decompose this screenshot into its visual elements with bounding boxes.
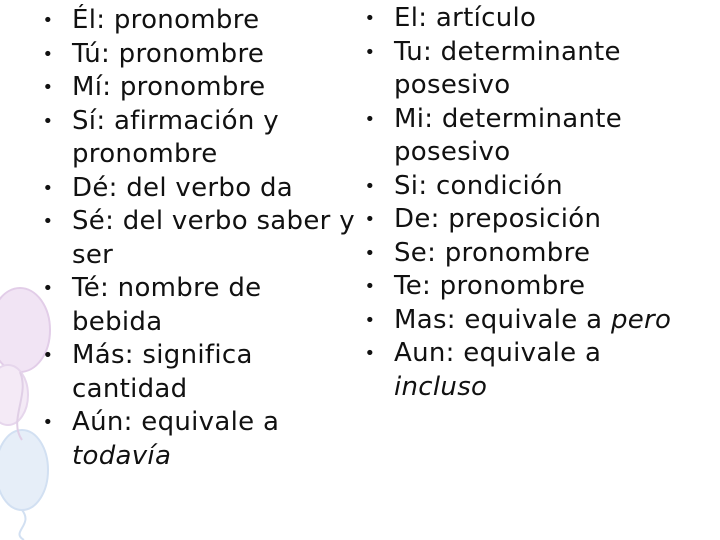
bullet-icon: • <box>42 345 54 366</box>
left-column-list <box>40 4 360 473</box>
left-list-item <box>40 4 360 38</box>
bullet-icon: • <box>42 110 54 132</box>
bullet-icon: • <box>364 108 376 130</box>
right-column-list <box>362 2 702 404</box>
right-item-text: Te: pronombre <box>394 271 586 301</box>
right-list-item <box>362 103 702 170</box>
balloon-string <box>19 510 25 540</box>
right-item-text: Tu: determinante posesivo <box>394 36 621 100</box>
bullet-icon: • <box>42 77 54 98</box>
left-list-item <box>40 105 360 172</box>
left-list-item <box>40 406 360 473</box>
bullet-icon: • <box>364 309 376 331</box>
right-item-italic-word: pero <box>610 304 672 335</box>
bullet-icon: • <box>42 412 54 433</box>
left-item-text: Té: nombre de bebida <box>72 273 262 337</box>
right-item-text: Mas: equivale a <box>394 304 603 335</box>
bullet-icon: • <box>364 276 376 297</box>
left-item-text: Aún: equivale a <box>72 407 280 437</box>
right-item-text: De: preposición <box>394 204 602 234</box>
left-list-item <box>40 38 360 72</box>
left-list-item <box>40 172 360 206</box>
bullet-icon: • <box>42 43 54 65</box>
bullet-icon: • <box>42 278 54 299</box>
left-list-item <box>40 339 360 406</box>
right-list-item <box>362 237 702 271</box>
bullet-icon: • <box>42 10 54 31</box>
bullet-icon: • <box>364 343 376 364</box>
right-list-item <box>362 270 702 304</box>
left-list-item <box>40 71 360 105</box>
right-item-italic-word: incluso <box>394 371 488 402</box>
right-list-item <box>362 203 702 237</box>
left-item-italic-word: todavía <box>72 440 172 471</box>
left-item-text: Tú: pronombre <box>72 38 265 69</box>
left-item-text: Más: significa cantidad <box>72 340 253 404</box>
bullet-icon: • <box>42 177 54 199</box>
left-item-text: Dé: del verbo da <box>72 172 294 203</box>
left-item-text: Mí: pronombre <box>72 72 266 102</box>
left-list-item <box>40 272 360 339</box>
right-list-item <box>362 170 702 204</box>
left-list-item <box>40 205 360 272</box>
right-item-text: El: artículo <box>394 3 537 33</box>
right-item-text: Se: pronombre <box>394 237 591 268</box>
bullet-icon: • <box>364 209 376 230</box>
left-item-text: Él: pronombre <box>72 5 260 35</box>
right-item-text: Si: condición <box>394 170 563 201</box>
left-item-text: Sí: afirmación y pronombre <box>72 105 279 169</box>
right-list-item <box>362 2 702 36</box>
bullet-icon: • <box>364 175 376 197</box>
right-list-item <box>362 304 702 338</box>
left-item-text: Sé: del verbo saber y ser <box>72 206 355 270</box>
bullet-icon: • <box>42 211 54 232</box>
right-item-text: Aun: equivale a <box>394 338 602 368</box>
balloon-shape <box>0 365 28 425</box>
bullet-icon: • <box>364 242 376 264</box>
bullet-icon: • <box>364 8 376 29</box>
right-list-item <box>362 36 702 103</box>
right-item-text: Mi: determinante posesivo <box>394 103 623 167</box>
bullet-icon: • <box>364 41 376 63</box>
right-list-item <box>362 337 702 404</box>
